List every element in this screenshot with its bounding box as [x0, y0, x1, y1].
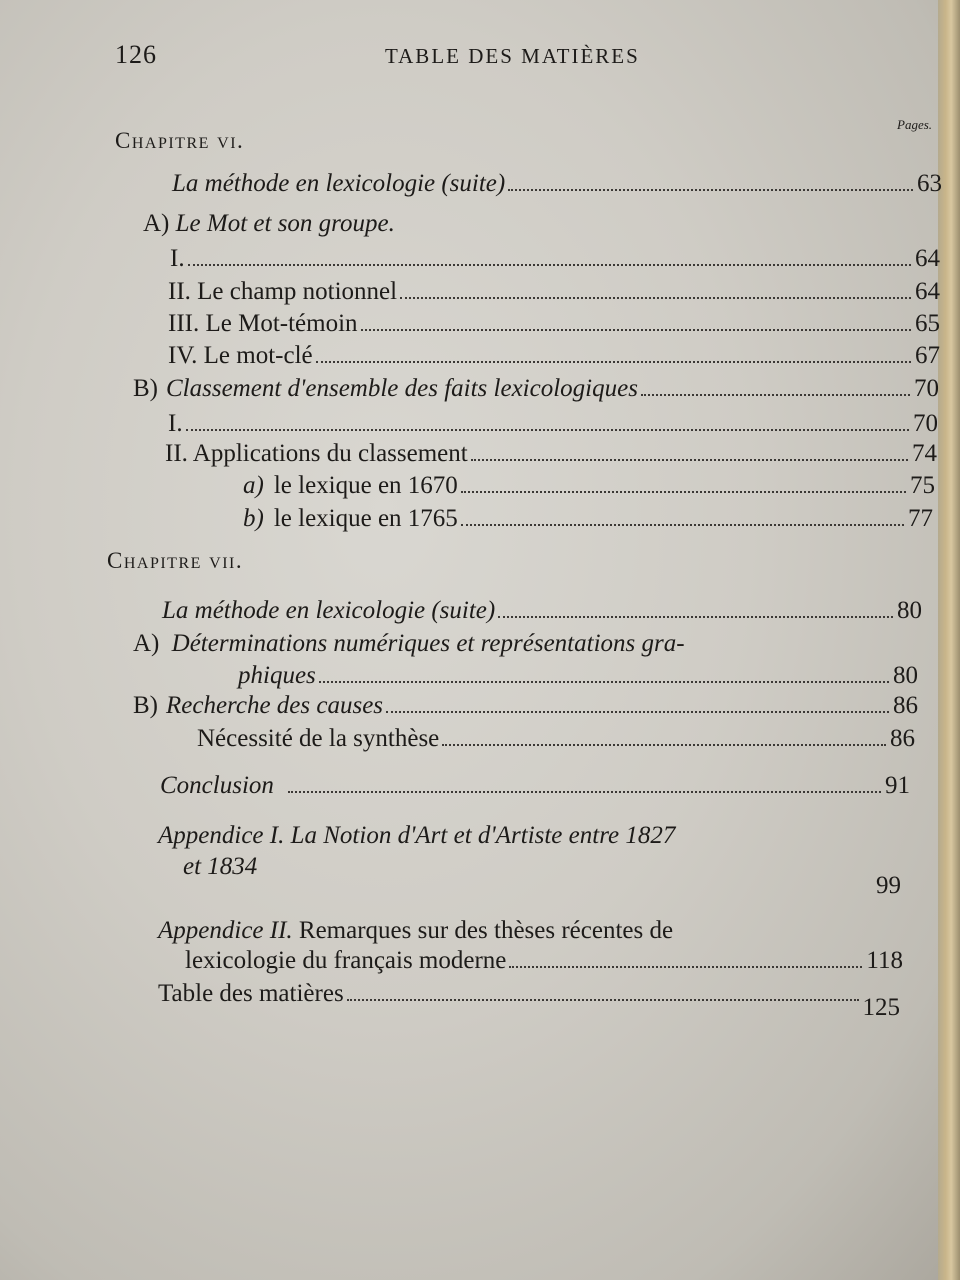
entry-page: 70 — [914, 375, 939, 402]
section-label: B) — [133, 692, 158, 719]
toc-entry — [243, 472, 935, 500]
section-label: A) — [143, 210, 170, 237]
dot-leader — [641, 394, 910, 396]
toc-entry — [133, 375, 939, 403]
dot-leader — [361, 329, 911, 331]
entry-text: lexicologie du français moderne — [185, 947, 507, 974]
toc-entry — [243, 505, 933, 533]
page-number: 126 — [115, 40, 157, 69]
toc-entry — [238, 662, 918, 690]
entry-page: 118 — [866, 947, 903, 974]
section-title: Le Mot et son groupe. — [175, 210, 395, 237]
entry-page: 80 — [893, 662, 918, 689]
entry-page: 65 — [915, 310, 940, 337]
dot-leader — [498, 616, 893, 618]
toc-entry — [168, 410, 938, 438]
toc-entry — [168, 278, 940, 306]
entry-text: I. — [170, 245, 185, 272]
toc-entry — [168, 342, 940, 370]
entry-page: 67 — [915, 342, 940, 369]
entry-page: 74 — [912, 440, 937, 467]
toc-entry — [133, 692, 918, 720]
toc-entry — [185, 947, 903, 975]
entry-text: Nécessité de la synthèse — [197, 725, 440, 752]
entry-text: II. Le champ notionnel — [168, 278, 398, 305]
appendix-heading — [158, 917, 673, 945]
entry-page: 64 — [915, 278, 940, 305]
toc-entry — [162, 597, 922, 625]
item-label: b) — [243, 505, 264, 532]
dot-leader — [316, 361, 911, 363]
item-label: a) — [243, 472, 264, 499]
dot-leader — [461, 491, 906, 493]
dot-leader — [288, 791, 881, 793]
entry-text: le lexique en 1765 — [273, 505, 458, 532]
toc-entry — [160, 772, 910, 800]
entry-text: phiques — [238, 662, 316, 689]
entry-page: 125 — [862, 994, 900, 1021]
dot-leader — [188, 264, 911, 266]
chapter-7-heading: Chapitre vii. — [107, 548, 244, 573]
entry-text: Recherche des causes — [166, 692, 384, 719]
dot-leader — [509, 966, 862, 968]
entry-page: 63 — [917, 170, 942, 197]
dot-leader — [186, 429, 909, 431]
entry-text: La méthode en lexicologie (suite) — [162, 597, 496, 624]
entry-page: 91 — [885, 772, 910, 799]
dot-leader — [508, 189, 913, 191]
toc-entry — [168, 310, 940, 338]
entry-text: III. Le Mot-témoin — [168, 310, 358, 337]
entry-page: 99 — [876, 872, 901, 899]
toc-entry — [172, 170, 942, 198]
dot-leader — [461, 524, 904, 526]
dot-leader — [347, 999, 859, 1001]
running-title: TABLE DES MATIÈRES — [385, 44, 640, 68]
entry-page: 86 — [893, 692, 918, 719]
entry-page: 77 — [908, 505, 933, 532]
appendix-title: La Notion d'Art et d'Artiste entre 1827 — [290, 822, 676, 849]
section-title: Déterminations numériques et représentations gra- — [171, 630, 685, 657]
toc-entry — [158, 980, 900, 1021]
toc-entry — [165, 440, 937, 468]
dot-leader — [319, 681, 889, 683]
entry-page: 64 — [915, 245, 940, 272]
appendix-title-continued: et 1834 — [183, 853, 258, 880]
dot-leader — [442, 744, 886, 746]
appendix-label: Appendice II. — [158, 917, 293, 944]
toc-entry — [197, 725, 915, 753]
entry-page: 70 — [913, 410, 938, 437]
entry-text: Table des matières — [158, 980, 344, 1007]
entry-page: 80 — [897, 597, 922, 624]
appendix-heading — [158, 822, 675, 850]
section-label: B) — [133, 375, 158, 402]
entry-page: 75 — [910, 472, 935, 499]
entry-text: II. Applications du classement — [165, 440, 468, 467]
toc-entry — [170, 245, 940, 273]
section-heading — [143, 210, 395, 238]
section-heading — [133, 630, 685, 658]
pages-column-label: Pages. — [897, 117, 933, 132]
dot-leader — [471, 459, 908, 461]
entry-text: Conclusion — [160, 772, 274, 799]
dot-leader — [400, 297, 911, 299]
appendix-title: Remarques sur des thèses récentes de — [298, 917, 674, 944]
entry-text: Classement d'ensemble des faits lexicologiques — [166, 375, 638, 402]
entry-page: 86 — [890, 725, 915, 752]
entry-text: IV. Le mot-clé — [168, 342, 313, 369]
chapter-6-heading: Chapitre vi. — [115, 128, 245, 153]
appendix-label: Appendice I. — [158, 822, 285, 849]
dot-leader — [386, 711, 889, 713]
entry-text: La méthode en lexicologie (suite) — [172, 170, 506, 197]
entry-text: le lexique en 1670 — [273, 472, 458, 499]
entry-text: I. — [168, 410, 183, 437]
section-label: A) — [133, 630, 160, 657]
